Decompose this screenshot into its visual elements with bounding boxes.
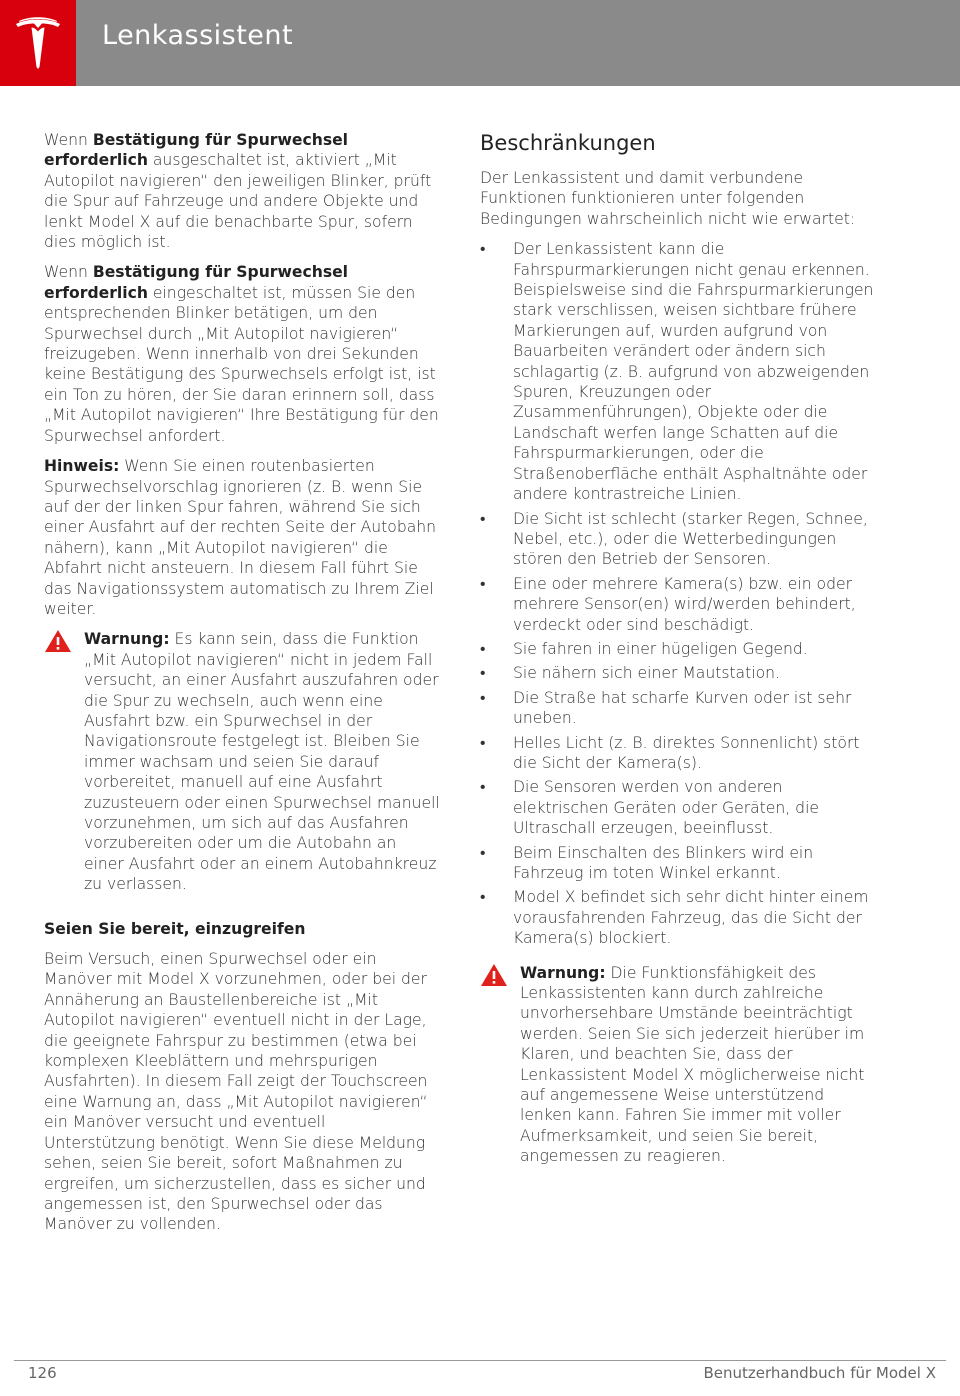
setting-name: Bestätigung für Spurwechsel erforderlich <box>44 131 349 170</box>
list-item <box>480 777 876 838</box>
bullet: • <box>480 639 486 658</box>
bullet: • <box>480 664 486 683</box>
limitations-list <box>480 239 876 948</box>
bullet: • <box>480 509 486 528</box>
note-text: Wenn Sie einen routenbasierten Spurwechselvorschlag ignorieren (z. B. wenn Sie auf der der linken Spur fahren, während Sie sich einer Ausfahrt auf der rechten Seite der Autobahn nähern), kann „Mit Autopilot navigieren“ die Abfahrt nicht ansteuern. In diesem Fall führt Sie das Navigationssystem automatisch zu Ihrem Ziel weiter. <box>44 457 437 618</box>
logo-box <box>0 0 76 86</box>
list-item-text: Model X befindet sich sehr dicht hinter einem vorausfahrenden Fahrzeug, das die Sicht der Kamera(s) blockiert. <box>513 888 869 948</box>
list-item-text: Die Sensoren werden von anderen elektrischen Geräten oder Geräten, die Ultraschall erzeugen, beeinflusst. <box>513 778 819 838</box>
page-header <box>0 0 960 86</box>
list-item-text: Eine oder mehrere Kamera(s) bzw. ein oder mehrere Sensor(en) wird/werden behindert, verdeckt oder sind beschädigt. <box>513 574 856 634</box>
list-item-text: Die Sicht ist schlecht (starker Regen, Schnee, Nebel, etc.), oder die Wetterbedingungen stören den Betrieb der Sensoren. <box>513 509 868 569</box>
tesla-logo-icon <box>13 15 63 71</box>
paragraph-lane-change-on <box>44 262 440 446</box>
list-item-text: Sie nähern sich einer Mautstation. <box>513 664 780 683</box>
list-item <box>480 509 876 570</box>
list-item <box>480 887 876 948</box>
list-item <box>480 843 876 884</box>
warning-block <box>480 963 876 1167</box>
list-item <box>480 639 876 659</box>
warning-text: Es kann sein, dass die Funktion „Mit Autopilot navigieren“ nicht in jedem Fall versucht, an einer Ausfahrt auszufahren oder die Spur zu wechseln, auch wenn eine Ausfahrt bzw. ein Spurwechsel in der Navigationsroute festgelegt ist. Bleiben Sie immer wachsam und seien Sie darauf vorbereitet, manuell auf eine Ausfahrt zuzusteuern oder einen Spurwechsel manuell vorzunehmen, um sich auf das Ausfahren vorzubereiten oder um die Autobahn an einer Ausfahrt oder an einem Autobahnkreuz zu verlassen. <box>84 630 440 894</box>
page-title: Lenkassistent <box>102 20 294 51</box>
warning-block <box>44 629 440 894</box>
warning-label: Warnung: <box>520 963 606 982</box>
list-item-text: Sie fahren in einer hügeligen Gegend. <box>513 639 808 658</box>
list-item <box>480 733 876 774</box>
warning-triangle-icon <box>480 963 508 987</box>
list-item <box>480 574 876 635</box>
list-item-text: Der Lenkassistent kann die Fahrspurmarkierungen nicht genau erkennen. Beispielsweise sind die Fahrspurmarkierungen stark verschlissen, weisen sichtbare frühere Markierungen auf, wurden aufgrund von Bauarbeiten verändert oder ändern sich schlagartig (z. B. aufgrund von abzweigenden Spuren, Kreuzungen oder Zusammenführungen), Objekte oder die Landschaft werfen lange Schatten auf die Fahrspurmarkierungen, oder die Straßenoberfläche enthält Asphaltnähte oder andere kontrastreiche Linien. <box>513 240 874 504</box>
warning-text: Die Funktionsfähigkeit des Lenkassistenten kann durch zahlreiche unvorhersehbare Umstände beeinträchtigt werden. Seien Sie sich jederzeit hierüber im Klaren, und beachten Sie, dass der Lenkassistent Model X möglicherweise nicht auf angemessene Weise unterstützend lenken kann. Fahren Sie immer mit voller Aufmerksamkeit, und seien Sie bereit, angemessen zu reagieren. <box>520 963 865 1166</box>
paragraph-be-ready: Beim Versuch, einen Spurwechsel oder ein Manöver mit Model X vorzunehmen, oder bei der Annäherung an Baustellenbereiche ist „Mit Autopilot navigieren“ eventuell nicht in der Lage, die geeignete Fahrspur zu bestimmen (etwa bei komplexen Kleeblättern und mehrspurigen Ausfahrten). In diesem Fall zeigt der Touchscreen eine Warnung an, dass „Mit Autopilot navigieren“ ein Manöver versucht und eventuell Unterstützung benötigt. Wenn Sie diese Meldung sehen, seien Sie bereit, sofort Maßnahmen zu ergreifen, um sicherzustellen, dass es sicher und angemessen ist, den Spurwechsel oder das Manöver zu vollenden. <box>44 950 428 1234</box>
bullet: • <box>480 843 486 862</box>
bullet: • <box>480 888 486 907</box>
text: Wenn <box>44 131 93 149</box>
list-item-text: Beim Einschalten des Blinkers wird ein Fahrzeug im toten Winkel erkannt. <box>513 843 814 882</box>
left-column <box>44 130 440 1245</box>
footer-title: Benutzerhandbuch für Model X <box>703 1364 936 1382</box>
text: Wenn <box>44 263 93 282</box>
page-number: 126 <box>28 1364 57 1382</box>
limitations-intro: Der Lenkassistent und damit verbundene Funktionen funktionieren unter folgenden Bedingungen wahrscheinlich nicht wie erwartet: <box>480 169 856 228</box>
text: eingeschaltet ist, müssen Sie den entsprechenden Blinker betätigen, um den Spurwechsel durch „Mit Autopilot navigieren“ freizugeben. Wenn innerhalb von drei Sekunden keine Bestätigung des Spurwechsels erfolgt ist, ist ein Ton zu hören, der Sie daran erinnern soll, dass „Mit Autopilot navigieren“ Ihre Bestätigung für den Spurwechsel anfordert. <box>44 283 439 445</box>
section-heading: Beschränkungen <box>480 131 656 155</box>
list-item-text: Helles Licht (z. B. direktes Sonnenlicht) stört die Sicht der Kamera(s). <box>513 733 860 772</box>
section-subheading: Seien Sie bereit, einzugreifen <box>44 919 306 938</box>
list-item <box>480 663 876 683</box>
warning-label: Warnung: <box>84 630 170 649</box>
list-item-text: Die Straße hat scharfe Kurven oder ist sehr uneben. <box>513 688 852 728</box>
bullet: • <box>480 733 486 752</box>
text: ausgeschaltet ist, aktiviert „Mit Autopilot navigieren“ den jeweiligen Blinker, prüft die Spur auf Fahrzeuge und andere Objekte und lenkt Model X auf die benachbarte Spur, sofern dies möglich ist. <box>44 151 432 252</box>
list-item <box>480 688 876 729</box>
list-item <box>480 239 876 504</box>
bullet: • <box>480 240 486 259</box>
bullet: • <box>480 574 486 593</box>
paragraph-lane-change-off <box>44 130 440 252</box>
setting-name: Bestätigung für Spurwechsel erforderlich <box>44 263 349 302</box>
note <box>44 456 440 619</box>
warning-triangle-icon <box>44 629 72 653</box>
note-label: Hinweis: <box>44 457 120 476</box>
bullet: • <box>480 688 486 707</box>
right-column <box>480 130 876 1177</box>
bullet: • <box>480 778 486 797</box>
footer-divider <box>14 1360 946 1361</box>
